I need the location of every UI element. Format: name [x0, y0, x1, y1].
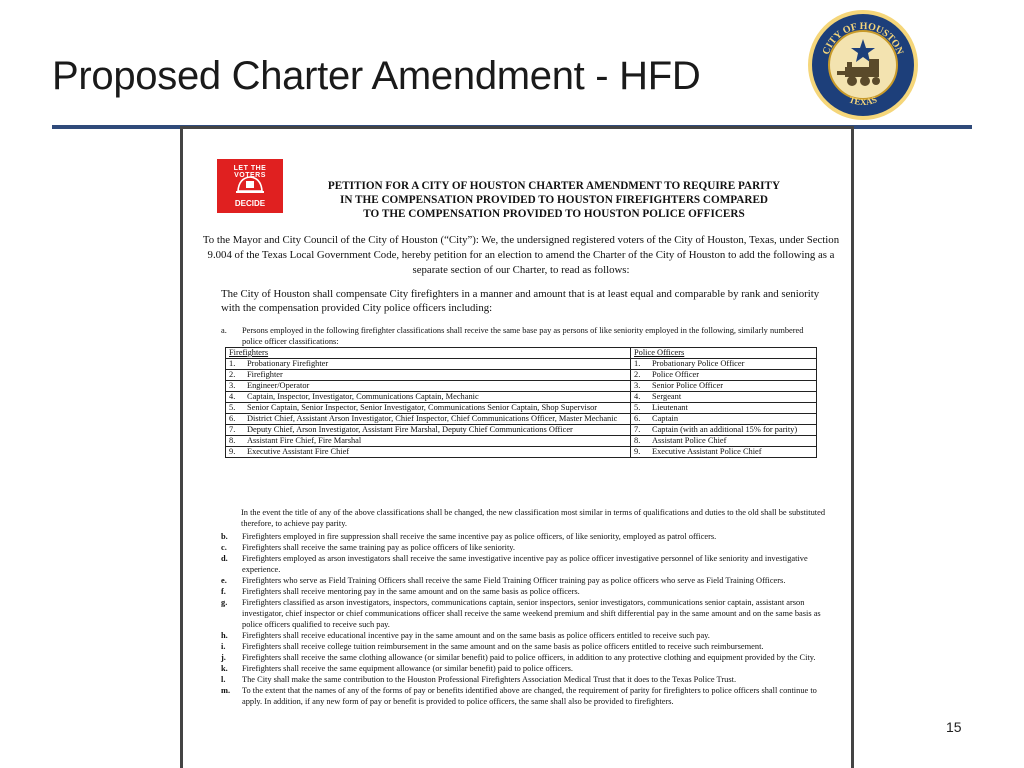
page-number: 15	[946, 719, 962, 735]
item-letter: a.	[221, 326, 227, 335]
item-letter: g.	[221, 598, 228, 607]
ff-num: 1.	[226, 359, 245, 370]
po-rank: Senior Police Officer	[649, 381, 817, 392]
ff-num: 2.	[226, 370, 245, 381]
ff-rank: Firefighter	[244, 370, 631, 381]
ff-num: 4.	[226, 392, 245, 403]
table-header-row	[226, 348, 817, 359]
ff-rank: Probationary Firefighter	[244, 359, 631, 370]
let-the-voters-decide-logo	[217, 159, 283, 213]
item-text: Firefighters employed in fire suppression shall receive the same incentive pay as police officers, of like seniority, employed as patrol officers.	[242, 532, 717, 541]
po-num: 5.	[631, 403, 650, 414]
petition-document	[180, 126, 854, 768]
po-num: 8.	[631, 436, 650, 447]
item-letter: k.	[221, 664, 228, 673]
petition-title-line: IN THE COMPENSATION PROVIDED TO HOUSTON FIREFIGHTERS COMPARED	[340, 194, 768, 206]
ff-num: 9.	[226, 447, 245, 458]
table-row	[226, 425, 817, 436]
po-num: 6.	[631, 414, 650, 425]
classification-table	[225, 347, 817, 458]
po-rank: Probationary Police Officer	[649, 359, 817, 370]
list-item	[221, 586, 833, 597]
table-row	[226, 381, 817, 392]
petition-title	[289, 179, 819, 221]
item-text: Firefighters shall receive the same training pay as police officers of like seniority.	[242, 543, 516, 552]
item-text: Persons employed in the following firefighter classifications shall receive the same base pay as persons of like seniority employed in the following, similarly numbered police officer classifications:	[242, 326, 804, 346]
petition-title-line: TO THE COMPENSATION PROVIDED TO HOUSTON POLICE OFFICERS	[363, 208, 745, 220]
seal-bottom-text: TEXAS	[847, 94, 879, 108]
badge-bottom-text: DECIDE	[234, 199, 266, 208]
item-letter: h.	[221, 631, 228, 640]
item-text: Firefighters who serve as Field Training Officers shall receive the same Field Training Officer training pay as police officers who serve as Field Training Officers.	[242, 576, 786, 585]
police-officers-header: Police Officers	[631, 348, 817, 359]
item-letter: d.	[221, 554, 228, 563]
po-rank: Police Officer	[649, 370, 817, 381]
followup-paragraph: In the event the title of any of the above classifications shall be changed, the new classification most similar in terms of qualifications and duties to the old shall be substituted therefore, to achieve pay parity.	[241, 508, 826, 528]
ff-rank: Deputy Chief, Arson Investigator, Assistant Fire Marshal, Deputy Chief Communications Officer	[244, 425, 631, 436]
item-text: Firefighters shall receive the same clothing allowance (or similar benefit) paid to police officers, in addition to any protective clothing and equipment provided by the City.	[242, 653, 816, 662]
ff-num: 6.	[226, 414, 245, 425]
po-num: 7.	[631, 425, 650, 436]
item-letter: j.	[221, 653, 226, 662]
table-row	[226, 447, 817, 458]
ff-num: 8.	[226, 436, 245, 447]
po-rank: Executive Assistant Police Chief	[649, 447, 817, 458]
item-letter: b.	[221, 532, 228, 541]
item-text: Firefighters shall receive educational incentive pay in the same amount and on the same basis as police officers entitled to receive such pay.	[242, 631, 710, 640]
ff-rank: Senior Captain, Senior Inspector, Senior Investigator, Communications Senior Captain, Shop Supervisor	[244, 403, 631, 414]
petition-intro: To the Mayor and City Council of the City of Houston (“City”): We, the undersigned registered voters of the City of Houston, Texas, under Section 9.004 of the Texas Local Government Code, hereby petition for an election to amend the Charter of the City of Houston to add the following as a separate section of our Charter, to read as follows:	[202, 234, 840, 276]
po-num: 3.	[631, 381, 650, 392]
table-row	[226, 436, 817, 447]
item-text: Firefighters shall receive mentoring pay in the same amount and on the same basis as police officers.	[242, 587, 580, 596]
list-item	[221, 652, 833, 663]
item-text: The City shall make the same contribution to the Houston Professional Firefighters Association Medical Trust that it does to the Texas Police Trust.	[242, 675, 737, 684]
item-letter: e.	[221, 576, 227, 585]
slide-title: Proposed Charter Amendment - HFD	[52, 54, 701, 98]
item-text: Firefighters classified as arson investigators, inspectors, communications captain, senior inspectors, senior investigators, communications senior captain, assistant arson investigator, chief inspector or chief communications officer shall receive the same weekend premium and shift differential pay in the same amount and on the same basis as police officers qualified to receive such pay.	[242, 598, 821, 629]
ff-num: 7.	[226, 425, 245, 436]
po-num: 1.	[631, 359, 650, 370]
item-text: To the extent that the names of any of the forms of pay or benefits identified above are changed, the requirement of parity for firefighters to police officers shall continue to apply. In addition, if any new form of pay or benefit is provided to police officers, the same shall also be provided to firefighters.	[242, 686, 817, 706]
badge-top-text: LET THE VOTERS	[233, 165, 267, 179]
table-row	[226, 392, 817, 403]
list-item	[221, 553, 833, 575]
petition-title-line: PETITION FOR A CITY OF HOUSTON CHARTER AMENDMENT TO REQUIRE PARITY	[327, 180, 781, 192]
seal-top-text: CITY OF HOUSTON	[820, 20, 906, 57]
list-item	[221, 630, 833, 641]
item-text: Firefighters shall receive college tuition reimbursement in the same amount and on the same basis as police officers entitled to receive such reimbursement.	[242, 642, 764, 651]
item-letter: l.	[221, 675, 226, 684]
po-rank: Lieutenant	[649, 403, 817, 414]
list-item	[221, 641, 833, 652]
list-item	[221, 685, 833, 707]
ff-rank: District Chief, Assistant Arson Investigator, Chief Inspector, Chief Communications Officer, Master Mechanic	[244, 414, 631, 425]
item-text: Firefighters employed as arson investigators shall receive the same investigative incentive pay as police officer investigative personnel of like seniority and investigative experience.	[242, 554, 808, 574]
petition-items	[221, 531, 833, 707]
list-item	[221, 663, 833, 674]
ff-rank: Engineer/Operator	[244, 381, 631, 392]
ff-num: 3.	[226, 381, 245, 392]
po-rank: Captain (with an additional 15% for parity)	[649, 425, 817, 436]
po-rank: Sergeant	[649, 392, 817, 403]
list-item	[221, 531, 833, 542]
item-letter: m.	[221, 686, 231, 695]
petition-lead-paragraph: The City of Houston shall compensate City firefighters in a manner and amount that is at least equal and comparable by rank and seniority with the compensation provided City police officers including:	[221, 288, 820, 314]
po-num: 2.	[631, 370, 650, 381]
fire-helmet-icon	[235, 174, 265, 196]
ff-rank: Executive Assistant Fire Chief	[244, 447, 631, 458]
item-letter: i.	[221, 642, 226, 651]
po-rank: Captain	[649, 414, 817, 425]
list-item	[221, 575, 833, 586]
po-num: 4.	[631, 392, 650, 403]
city-seal-icon	[807, 9, 919, 121]
list-item	[221, 542, 833, 553]
table-row	[226, 359, 817, 370]
po-rank: Assistant Police Chief	[649, 436, 817, 447]
ff-rank: Assistant Fire Chief, Fire Marshal	[244, 436, 631, 447]
table-row	[226, 403, 817, 414]
item-letter: c.	[221, 543, 227, 552]
list-item	[221, 597, 833, 630]
ff-num: 5.	[226, 403, 245, 414]
item-letter: f.	[221, 587, 226, 596]
table-row	[226, 370, 817, 381]
ff-rank: Captain, Inspector, Investigator, Communications Captain, Mechanic	[244, 392, 631, 403]
list-item	[221, 674, 833, 685]
po-num: 9.	[631, 447, 650, 458]
item-text: Firefighters shall receive the same equipment allowance (or similar benefit) paid to police officers.	[242, 664, 574, 673]
firefighters-header: Firefighters	[226, 348, 631, 359]
table-row	[226, 414, 817, 425]
